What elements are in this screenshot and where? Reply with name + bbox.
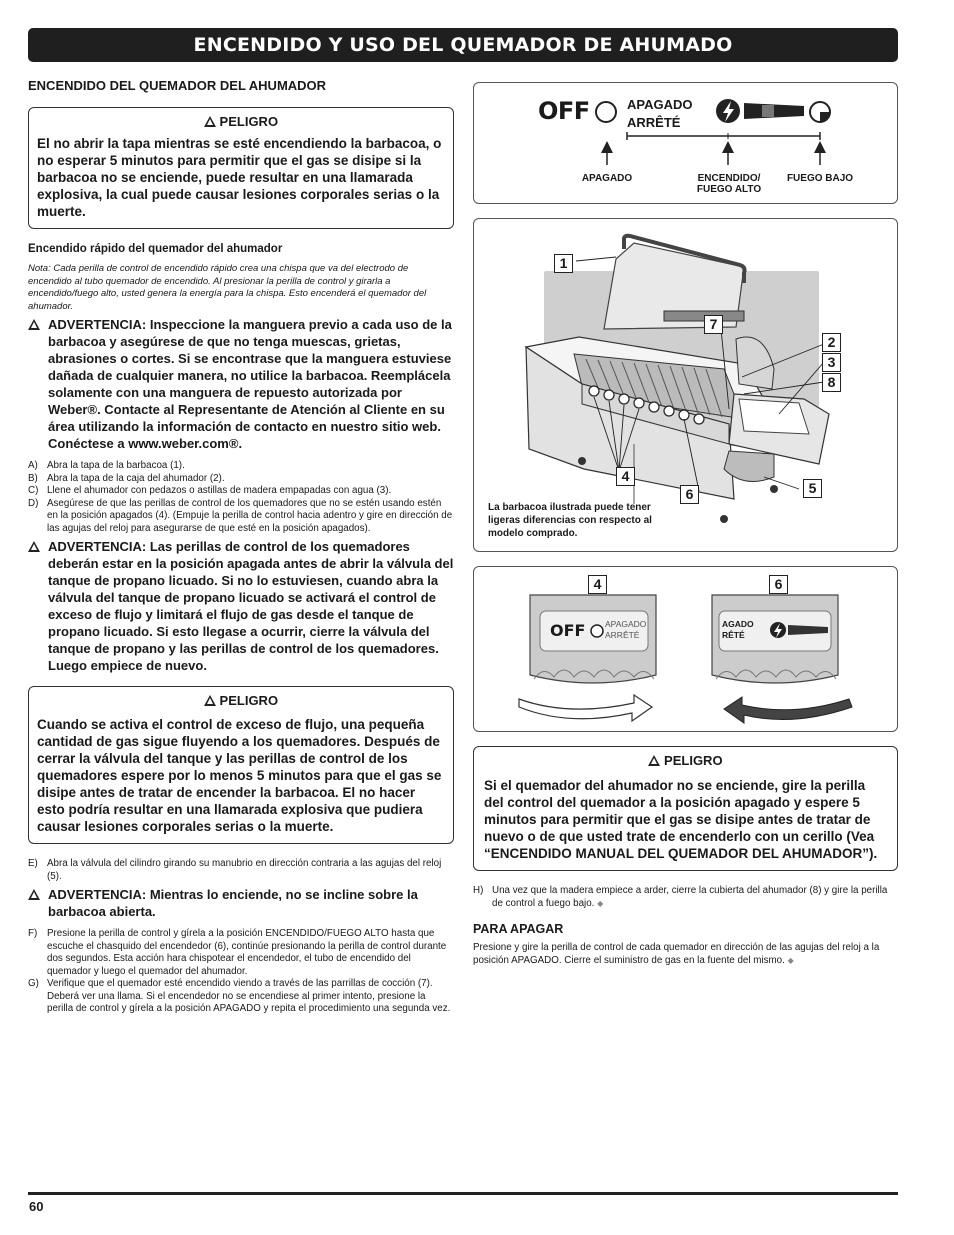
end-diamond-icon: ◆: [787, 955, 794, 965]
warning-3: [28, 886, 454, 920]
step-text: Abra la válvula del cilindro girando su manubrio en dirección contraria a las agujas del reloj (5).: [47, 858, 442, 882]
knob-off-label: OFF: [550, 621, 586, 640]
callout-7: 7: [704, 315, 723, 334]
knob-apagado-cut: AGADO: [722, 619, 754, 629]
callout-knob-4: 4: [588, 575, 607, 594]
step-text: Asegúrese de que las perillas de control de los quemadores que no se estén usando estén en la posición apagados (4). (Empuje la perilla de control hacia adentro y gire en dirección de las agujas del reloj para asegurarse de que esté en la posición apagados).: [47, 497, 453, 534]
danger-title-text: PELIGRO: [664, 753, 723, 768]
callout-1: 1: [554, 254, 573, 273]
position-fuego-bajo: FUEGO BAJO: [786, 173, 854, 184]
para-apagar-text: [473, 942, 898, 967]
step-text-inner: Una vez que la madera empiece a arder, cierre la cubierta del ahumador (8) y gire la perilla de control a fuego bajo.: [492, 885, 888, 909]
left-column: [28, 78, 454, 1016]
warning-triangle-icon: [28, 319, 40, 330]
list-item: [28, 978, 454, 1016]
section-heading: ENCENDIDO DEL QUEMADOR DEL AHUMADOR: [28, 78, 327, 93]
knob-arrete: ARRÊTÉ: [605, 630, 640, 640]
danger-title-text: PELIGRO: [219, 693, 279, 708]
callout-2: 2: [822, 333, 841, 352]
danger-text: Si el quemador del ahumador no se enciende, gire la perilla del control del quemador a la posición apagado y espere 5 minutos para permitir que el gas se disipe antes de tratar de nuevo o de que usted trate de encenderlo con un cerillo (Vea “ENCENDIDO MANUAL DEL QUEMADOR DEL AHUMADOR”).: [484, 778, 878, 861]
knob-arrete-cut: RÊTÉ: [722, 630, 745, 640]
danger-title: [37, 693, 445, 708]
end-diamond-icon: ◆: [597, 898, 604, 908]
warning-text: ADVERTENCIA: Las perillas de control de los quemadores deberán estar en la posición apagada antes de abrir la válvula del tanque de propano licuado. Si no lo estuviesen, cuando abra la válvula del tanque de propano licuado se activará el control de exceso de flujo y limitará el flujo de gas desde el tanque de propano licuado. Si esto llegase a ocurrir, cierre la válvula del tanque de propano y las perillas de control de los quemadores. Luego empiece de nuevo.: [48, 539, 454, 673]
grill-illustration: [473, 218, 898, 552]
step-key: F): [28, 928, 38, 939]
danger-box-2: [28, 686, 454, 844]
warning-1: [28, 316, 454, 452]
knob-apagado-label: [605, 619, 646, 641]
apagado-es: APAGADO: [627, 97, 693, 112]
para-apagar-heading: PARA APAGAR: [473, 922, 564, 936]
list-item: [28, 485, 454, 498]
steps-list-2: [28, 928, 454, 1016]
danger-title: [37, 114, 445, 129]
note-text: Nota: Cada perilla de control de encendido rápido crea una chispa que va del electrodo de encendido al tubo quemador de encendido. Al presionar la perilla de control y girarla a encendido/fuego alto, usted genera la energía para la chispa. Esto encenderá el quemador del ahumador.: [28, 263, 427, 312]
step-text: [492, 885, 898, 910]
knob-apagado: APAGADO: [605, 619, 647, 629]
step-text: Presione la perilla de control y gírela a la posición ENCENDIDO/FUEGO ALTO hasta que escuche el chasquido del encendedor (6), continúe presionando la perilla de control durante dos segundos. Esta acción hara chispotear el encendedor, el tubo de encendido del quemador y luego el quemador del ahumador.: [47, 928, 447, 977]
step-e: [28, 858, 454, 883]
para-apagar-body: Presione y gire la perilla de control de cada quemador en dirección de las agujas del reloj a la posición APAGADO. Cierre el suministro de gas en la fuente del mismo.: [473, 942, 880, 966]
warning-triangle-icon: [204, 116, 216, 127]
callout-6: 6: [680, 485, 699, 504]
step-key: B): [28, 472, 38, 484]
step-key: G): [28, 978, 39, 989]
apagado-label: [627, 96, 692, 132]
callout-3: 3: [822, 353, 841, 372]
step-key: E): [28, 858, 38, 869]
callout-knob-6: 6: [769, 575, 788, 594]
step-key: A): [28, 460, 38, 471]
list-item: [28, 858, 454, 883]
danger-title: [484, 753, 887, 768]
list-item: [28, 473, 454, 486]
warning-triangle-icon: [204, 695, 216, 706]
right-column: [473, 82, 898, 967]
step-h: [473, 885, 898, 910]
pos-fuego-alto: FUEGO ALTO: [696, 184, 762, 195]
step-key: H): [473, 885, 484, 896]
pos-encendido: ENCENDIDO/: [697, 173, 761, 184]
position-encendido: [688, 173, 770, 195]
page-title: ENCENDIDO Y USO DEL QUEMADOR DE AHUMADO: [193, 34, 733, 56]
step-key: D): [28, 497, 39, 509]
callout-4: 4: [616, 467, 635, 486]
list-item: [28, 460, 454, 473]
warning-2: [28, 538, 454, 674]
step-text: Abra la tapa de la caja del ahumador (2).: [47, 472, 225, 484]
subheading: Encendido rápido del quemador del ahumador: [28, 243, 283, 255]
apagado-fr: ARRÊTÉ: [627, 115, 681, 130]
knob-apagado-cut-label: [722, 619, 754, 641]
warning-text: ADVERTENCIA: Mientras lo enciende, no se incline sobre la barbacoa abierta.: [48, 887, 418, 919]
warning-text: ADVERTENCIA: Inspeccione la manguera previo a cada uso de la barbacoa y asegúrese de que no tenga muescas, grietas, abrasiones o cortes. Si se encontrase que la manguera estuviese dañada de cualquier manera, no utilice la barbacoa. Reemplácela solamente con una manguera de repuesto autorizada por Weber®. Contacte al Representante de Atención al Cliente en su área utilizando la información de contacto en nuestro sitio web. Conéctese a www.weber.com®.: [48, 317, 452, 451]
list-item: [28, 498, 454, 536]
grill-caption: La barbacoa ilustrada puede tener ligeras diferencias con respecto al modelo comprado.: [488, 502, 652, 539]
callout-8: 8: [822, 373, 841, 392]
step-text: Abra la tapa de la barbacoa (1).: [47, 460, 185, 471]
off-circle-icon: [596, 102, 616, 122]
warning-triangle-icon: [28, 889, 40, 900]
dial-diagram: [473, 82, 898, 204]
footer-rule: [28, 1192, 898, 1195]
knob-drawings: [474, 567, 899, 733]
list-item: [473, 885, 898, 910]
page-number: 60: [29, 1199, 44, 1214]
step-text: Llene el ahumador con pedazos o astillas de madera empapadas con agua (3).: [47, 485, 392, 496]
danger-title-text: PELIGRO: [219, 114, 279, 129]
danger-box-3: [473, 746, 898, 871]
steps-list-1: [28, 460, 454, 535]
position-apagado: APAGADO: [581, 173, 633, 184]
callout-5: 5: [803, 479, 822, 498]
list-item: [28, 928, 454, 978]
off-label: OFF: [538, 97, 590, 125]
danger-box-1: [28, 107, 454, 229]
step-key: C): [28, 485, 39, 496]
danger-text: El no abrir la tapa mientras se esté encendiendo la barbacoa, o no esperar 5 minutos para permitir que el gas se disipe si la barbacoa no se enciende, puede resultar en una llamarada explosiva, la cual puede causar lesiones corporales serias o la muerte.: [37, 136, 442, 219]
knob-illustration: [473, 566, 898, 732]
warning-triangle-icon: [648, 755, 660, 766]
danger-text: Cuando se activa el control de exceso de flujo, una pequeña cantidad de gas sigue fluyendo a los quemadores. Después de cerrar la válvula del tanque y las perillas de control de los quemadores espere por lo menos 5 minutos para que el gas se disipe antes de tratar de encender la barbacoa. El no hacer esto podría resultar en una llamarada explosiva que pudiera causar lesiones corporales serias o la muerte.: [37, 717, 442, 834]
step-text: Verifique que el quemador esté encendido viendo a través de las parrillas de cocción (7). Deberá ver una llama. Si el encendedor no se encendiese al primer intento, presione la perilla de control y gírela a la posición APAGADO y repita el procedimiento una segunda vez.: [47, 978, 451, 1014]
page-header: [28, 28, 898, 62]
warning-triangle-icon: [28, 541, 40, 552]
